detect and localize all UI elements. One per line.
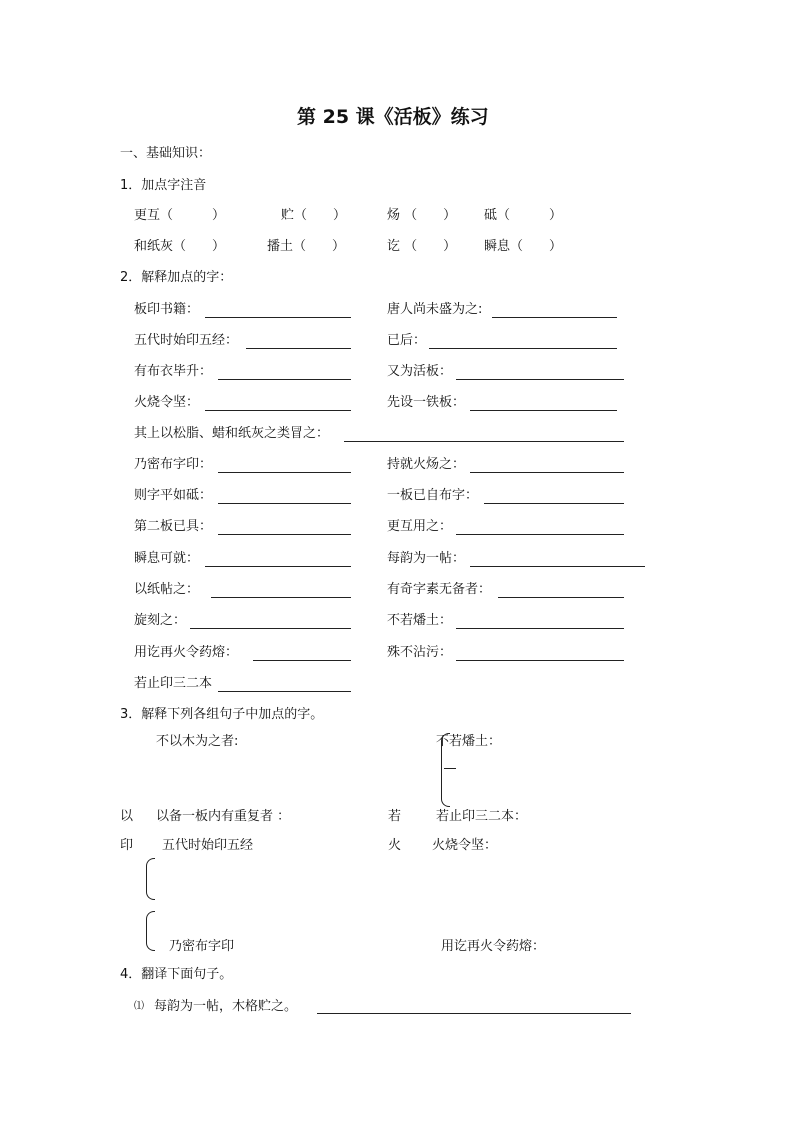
q1-item: 炀 （ ）	[387, 208, 457, 223]
answer-line[interactable]	[205, 317, 351, 318]
page-title: 第 25 课《活板》练习	[297, 106, 489, 128]
q2-item: 每韵为一帖：	[387, 551, 466, 566]
q2-item: 以纸帖之：	[134, 582, 200, 597]
q2-item: 一板已自布字：	[387, 488, 479, 503]
q2-item: 更互用之：	[387, 519, 453, 534]
q3-sentence: 用讫再火令药熔：	[441, 939, 546, 954]
q2-item: 有奇字素无备者：	[387, 582, 492, 597]
q2-item: 殊不沾污：	[387, 645, 453, 660]
brace-tick	[444, 768, 456, 769]
q2-item: 唐人尚未盛为之:	[387, 302, 483, 317]
q1-item: 播土（ ）	[267, 239, 346, 254]
answer-line[interactable]	[470, 566, 645, 567]
q2-item: 有布衣毕升：	[134, 364, 213, 379]
q1-item: 贮（ ）	[281, 208, 347, 223]
q2-item: 已后：	[387, 333, 427, 348]
answer-line[interactable]	[456, 379, 624, 380]
answer-line[interactable]	[484, 503, 624, 504]
q2-item: 旋刻之：	[134, 613, 187, 628]
answer-line[interactable]	[218, 503, 351, 504]
answer-line[interactable]	[218, 379, 351, 380]
q3-sentence: 以备一板内有重复者 ：	[156, 809, 291, 824]
q3-sentence: 乃密布字印	[169, 939, 235, 954]
q3-heading: 3．解释下列各组句子中加点的字。	[120, 707, 324, 722]
q3-sentence: 不以木为之者:	[156, 734, 239, 749]
answer-line[interactable]	[218, 472, 351, 473]
q3-char: 印	[120, 838, 134, 853]
q2-item: 则字平如砥：	[134, 488, 213, 503]
q3-sentence: 若止印三二本：	[436, 809, 528, 824]
answer-line[interactable]	[211, 597, 351, 598]
answer-line[interactable]	[456, 628, 624, 629]
q3-char: 若	[388, 809, 402, 824]
q3-sentence: 五代时始印五经	[162, 838, 254, 853]
brace	[146, 911, 155, 951]
q4-sentence: 每韵为一帖，木格贮之。	[154, 999, 298, 1014]
answer-line[interactable]	[429, 348, 617, 349]
answer-line[interactable]	[498, 597, 624, 598]
q1-heading: 1．加点字注音	[120, 178, 207, 193]
q1-item: 瞬息（ ）	[484, 239, 563, 254]
q4-number: ⑴	[134, 1001, 144, 1012]
q2-item: 第二板已具：	[134, 519, 213, 534]
answer-line[interactable]	[218, 691, 351, 692]
q1-item: 讫 （ ）	[387, 239, 457, 254]
answer-line[interactable]	[470, 472, 624, 473]
answer-line[interactable]	[456, 534, 624, 535]
q2-item: 又为活板：	[387, 364, 453, 379]
q3-char: 火	[388, 838, 402, 853]
q2-item: 其上以松脂、蜡和纸灰之类冒之：	[134, 426, 330, 441]
q2-heading: 2．解释加点的字：	[120, 270, 233, 285]
q2-item: 板印书籍：	[134, 302, 200, 317]
q2-item: 先设一铁板：	[387, 395, 466, 410]
answer-line[interactable]	[205, 566, 351, 567]
section-heading: 一、基础知识：	[120, 146, 212, 161]
q2-item: 用讫再火令药熔：	[134, 645, 239, 660]
brace	[441, 733, 450, 807]
answer-line[interactable]	[218, 534, 351, 535]
q3-sentence: 不若燔土：	[436, 734, 502, 749]
q2-item: 若止印三二本	[134, 676, 213, 691]
q3-sentence: 火烧令坚：	[432, 838, 498, 853]
answer-line[interactable]	[205, 410, 351, 411]
q2-item: 乃密布字印：	[134, 457, 213, 472]
answer-line[interactable]	[344, 441, 624, 442]
answer-line[interactable]	[246, 348, 351, 349]
answer-line[interactable]	[317, 1013, 631, 1014]
q1-item: 砥（ ）	[484, 208, 563, 223]
q4-heading: 4．翻译下面句子。	[120, 967, 233, 982]
q2-item: 五代时始印五经：	[134, 333, 239, 348]
answer-line[interactable]	[470, 410, 617, 411]
answer-line[interactable]	[190, 628, 351, 629]
q2-item: 火烧令坚：	[134, 395, 200, 410]
q3-char: 以	[120, 809, 134, 824]
q2-item: 瞬息可就：	[134, 551, 200, 566]
q2-item: 不若燔土：	[387, 613, 453, 628]
q1-item: 更互（ ）	[134, 208, 226, 223]
answer-line[interactable]	[253, 660, 351, 661]
answer-line[interactable]	[456, 660, 624, 661]
q1-item: 和纸灰（ ）	[134, 239, 226, 254]
q2-item: 持就火炀之：	[387, 457, 466, 472]
answer-line[interactable]	[492, 317, 617, 318]
brace	[146, 858, 155, 900]
